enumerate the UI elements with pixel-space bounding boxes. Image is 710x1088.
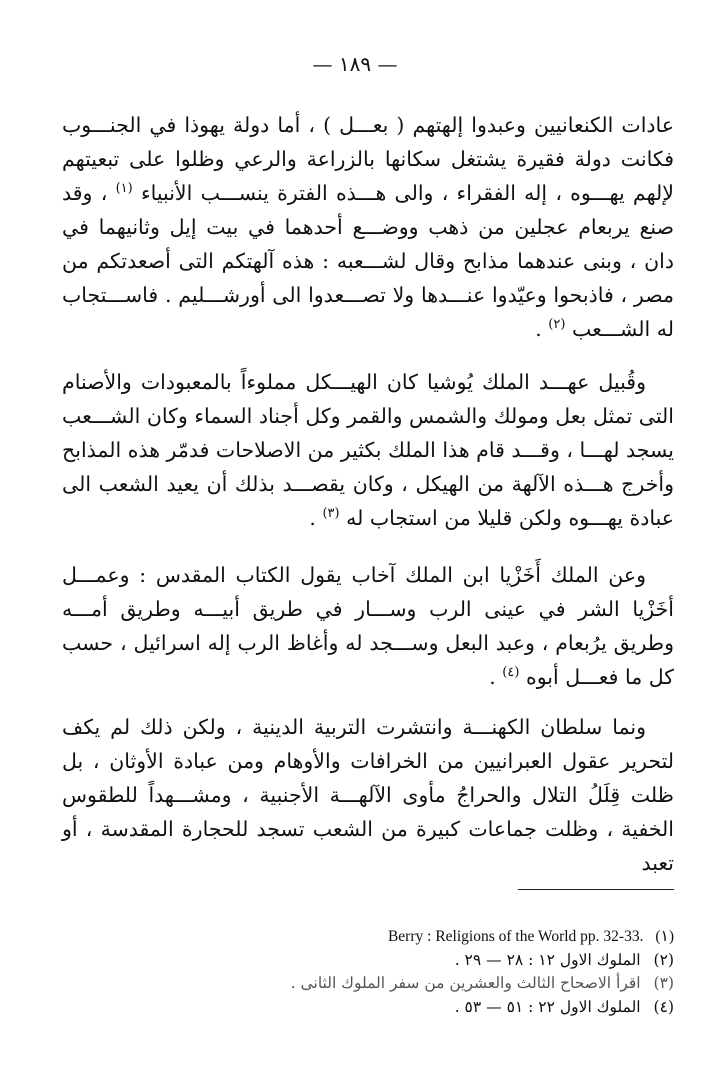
- paragraph-3: [62, 558, 674, 694]
- paragraph-end: .: [489, 665, 496, 689]
- footnote-number: (١): [655, 928, 674, 945]
- paragraph-end: .: [535, 317, 542, 341]
- footnote-ref-3: (٣): [322, 506, 340, 522]
- footnote-number: (٤): [653, 997, 674, 1016]
- paragraph-1: [62, 108, 674, 346]
- footnote-2: [250, 949, 674, 973]
- footnote-text: الملوك الاول ١٢ : ٢٨ — ٢٩ .: [454, 950, 641, 969]
- footnote-divider: [518, 889, 674, 890]
- footnote-1: [250, 925, 674, 949]
- paragraph-text: عادات الكنعانيين وعبدوا إلهتهم ( بعـــل ) ، أما دولة يهوذا في الجنـــوب فكانت دولة فقيرة يشتغل سكانها بالزراعة والرعي وظلوا على تبعيتهم لإلهم يهـــوه ، إله الفقراء ، والى هـــذه الفترة ينســـب الأنبياء: [62, 113, 674, 205]
- paragraph-text: وعن الملك أَخَزْيا ابن الملك آخاب يقول الكتاب المقدس : وعمـــل أخَزْيا الشر في عينى الرب وســـار في طريق أبيـــه وطريق أمـــه وطريق يرُبعام ، وعبد البعل وســـجد له وأغاظ الرب إله اسرائيل ، حسب كل ما فعـــل أبوه: [62, 563, 674, 689]
- footnote-number: (٢): [653, 950, 674, 969]
- page-number: — ١٨٩ —: [312, 52, 398, 76]
- footnote-3: [250, 972, 674, 996]
- footnote-text: Berry : Religions of the World pp. 32-33.: [387, 928, 644, 945]
- footnote-text: الملوك الاول ٢٢ : ٥١ — ٥٣ .: [454, 997, 641, 1016]
- paragraph-text: وقُبيل عهـــد الملك يُوشيا كان الهيـــكل مملوءاً بالمعبودات والأصنام التى تمثل بعل ومولك والشمس والقمر وكل أجناد السماء وكان الشـــعب يسجد لهـــا ، وقـــد قام هذا الملك بكثير من الاصلاحات فدمّر هذه المذابح وأخرج هـــذه الآلهة من الهيكل ، وكان يقصـــد بذلك أن يعيد الشعب الى عبادة يهـــوه ولكن قليلا من استجاب له: [62, 370, 674, 530]
- footnote-ref-1: (١): [115, 181, 133, 197]
- footnotes: [250, 925, 674, 1019]
- paragraph-2: [62, 365, 674, 535]
- paragraph-end: .: [309, 506, 316, 530]
- paragraph-text-continued: ، وقد صنع يربعام عجلين من ذهب ووضـــع أحدهما في بيت إيل وثانيهما في دان ، وبنى عندهما مذابح وقال لشـــعبه : هذه آلهتكم التى أصعدتكم من مصر ، فاذبحوا وعيّدوا عنـــدها ولا تصـــعدوا الى أورشـــليم . فاســـتجاب له الشـــعب: [62, 181, 674, 341]
- paragraph-4: [62, 710, 674, 880]
- footnote-ref-2: (٢): [548, 317, 566, 333]
- footnote-4: [250, 996, 674, 1020]
- footnote-number: (٣): [653, 974, 674, 992]
- footnote-ref-4: (٤): [502, 665, 520, 681]
- paragraph-text: ونما سلطان الكهنـــة وانتشرت التربية الدينية ، ولكن ذلك لم يكف لتحرير عقول العبرانيين من الخرافات والأوهام ومن عبادة الأوثان ، بل ظلت قِلَلُ التلال والحراجُ مأوى الآلهـــة الأجنبية ، ومشـــهداً للطقوس الخفية ، وظلت جماعات كبيرة من الشعب تسجد للحجارة المقدسة ، أو تعبد: [62, 715, 674, 875]
- footnote-text: اقرأ الاصحاح الثالث والعشرين من سفر الملوك الثانى .: [290, 974, 641, 992]
